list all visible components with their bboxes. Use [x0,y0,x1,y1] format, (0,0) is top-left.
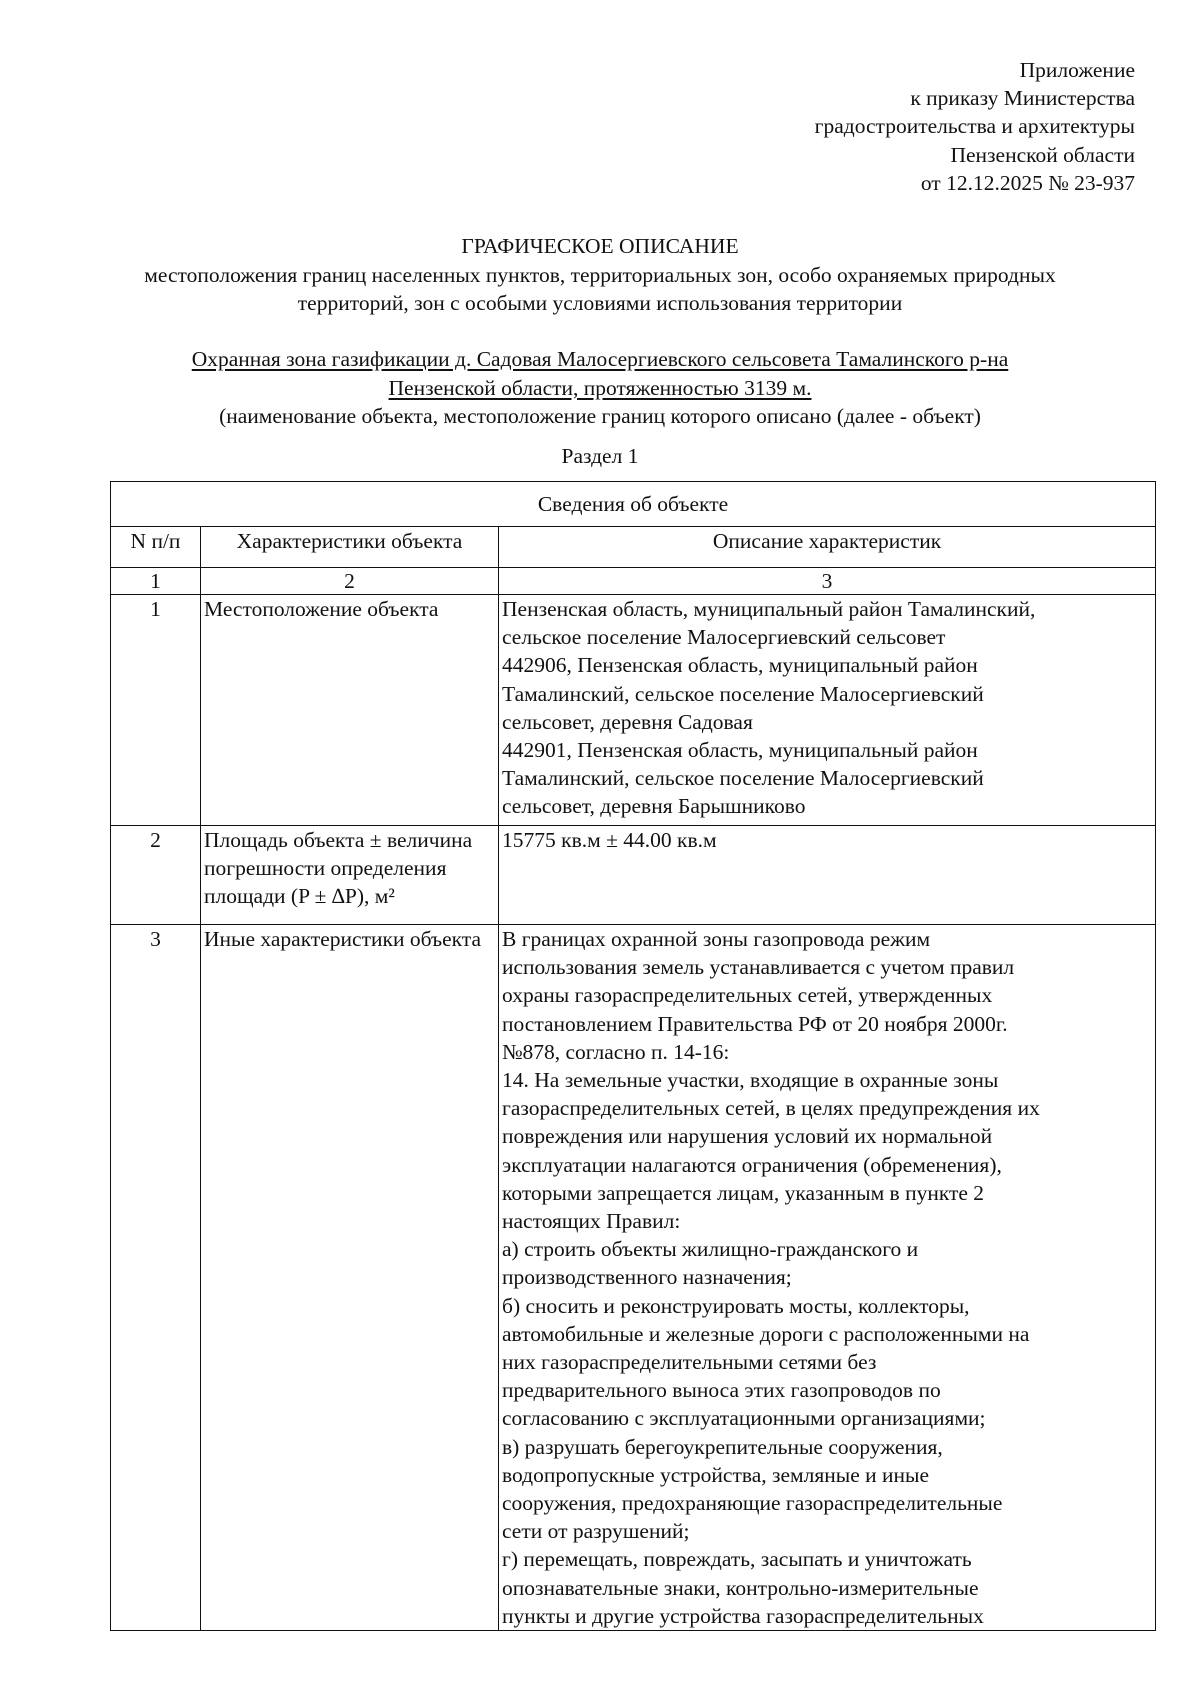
text-line: 442906, Пензенская область, муниципальный район [502,653,978,678]
text-line: Тамалинский, сельское поселение Малосергиевский [502,766,984,791]
text-line: Местоположение объекта [204,597,439,621]
header-description: Описание характеристик [499,527,1156,568]
row-characteristic [201,826,499,925]
object-name-line: Охранная зона газификации д. Садовая Малосергиевского сельсовета Тамалинского р-на [191,347,1009,371]
text-line: б) сносить и реконструировать мосты, коллекторы, [502,1293,970,1318]
text-line: Тамалинский, сельское поселение Малосергиевский [502,681,984,706]
text-line: погрешности определения [204,856,447,881]
object-caption: (наименование объекта, местоположение границ которого описано (далее - объект) [219,404,981,428]
table-row [111,595,1156,826]
text-line: производственного назначения; [502,1265,792,1290]
row-characteristic [201,925,499,1631]
text-line: эксплуатации налагаются ограничения (обременения), [502,1152,1002,1177]
text-line: согласованию с эксплуатационными организациями; [502,1406,986,1431]
text-line: а) строить объекты жилищно-гражданского и [502,1237,919,1262]
column-numbers-row [111,568,1156,595]
text-line: 442901, Пензенская область, муниципальный район [502,738,978,763]
text-line: охраны газораспределительных сетей, утвержденных [502,983,993,1008]
column-number: 3 [499,568,1156,595]
appendix-line: от 12.12.2025 № 23-937 [920,170,1135,195]
appendix-line: Приложение [1019,58,1135,82]
title-subtitle-line: территорий, зон с особыми условиями использования территории [297,291,903,315]
row-characteristic [201,595,499,826]
appendix-line: градостроительства и архитектуры [814,114,1135,139]
text-line: сельсовет, деревня Барышниково [502,794,806,819]
text-line: Площадь объекта ± величина [204,828,473,852]
text-line: г) перемещать, повреждать, засыпать и уничтожать [502,1547,972,1572]
text-line: предварительного выноса этих газопроводов по [502,1378,941,1403]
title-heading: ГРАФИЧЕСКОЕ ОПИСАНИЕ [461,234,739,258]
text-line: настоящих Правил: [502,1209,681,1234]
text-line: Иные характеристики объекта [204,927,482,951]
text-line: газораспределительных сетей, в целях предупреждения их [502,1096,1040,1121]
appendix-line: к приказу Министерства [910,86,1135,111]
object-info-table [110,481,1156,1631]
text-line: пункты и другие устройства газораспределительных [502,1603,984,1628]
text-line: 15775 кв.м ± 44.00 кв.м [502,828,717,852]
text-line: повреждения или нарушения условий их нормальной [502,1124,993,1149]
object-name-block [60,345,1140,431]
table-header-row [111,527,1156,568]
title-subtitle-line: местоположения границ населенных пунктов, территориальных зон, особо охраняемых природных [144,262,1056,287]
text-line: В границах охранной зоны газопровода режим [502,927,931,951]
text-line: использования земель устанавливается с учетом правил [502,955,1015,980]
table-row [111,925,1156,1631]
text-line: площади (P ± ∆P), м² [204,884,395,909]
row-description [499,595,1156,826]
text-line: которыми запрещается лицам, указанным в пункте 2 [502,1180,985,1205]
table-caption: Сведения об объекте [111,482,1156,527]
text-line: 14. На земельные участки, входящие в охранные зоны [502,1068,999,1093]
row-description [499,925,1156,1631]
text-line: сети от разрушений; [502,1519,690,1544]
text-line: в) разрушать берегоукрепительные сооружения, [502,1434,943,1459]
text-line: №878, согласно п. 14-16: [502,1039,730,1064]
text-line: постановлением Правительства РФ от 20 ноября 2000г. [502,1011,1008,1036]
header-characteristic: Характеристики объекта [201,527,499,568]
text-line: них газораспределительными сетями без [502,1350,877,1375]
row-description [499,826,1156,925]
appendix-line: Пензенской области [950,142,1135,167]
text-line: Пензенская область, муниципальный район Тамалинский, [502,597,1036,621]
row-num: 1 [111,595,201,826]
text-line: водопропускные устройства, земляные и иные [502,1462,930,1487]
text-line: опознавательные знаки, контрольно-измерительные [502,1575,979,1600]
header-num: N п/п [111,527,201,568]
object-name-line: Пензенской области, протяженностью 3139 м. [388,375,812,400]
column-number: 1 [111,568,201,595]
section-title: Раздел 1 [561,444,639,468]
appendix-block [535,56,1135,197]
text-line: автомобильные и железные дороги с расположенными на [502,1321,1030,1346]
column-number: 2 [201,568,499,595]
table-row [111,826,1156,925]
text-line: сельское поселение Малосергиевский сельсовет [502,625,946,650]
row-num: 2 [111,826,201,925]
document-title [60,232,1140,318]
text-line: сельсовет, деревня Садовая [502,709,753,734]
text-line: сооружения, предохраняющие газораспределительные [502,1491,1003,1516]
row-num: 3 [111,925,201,1631]
